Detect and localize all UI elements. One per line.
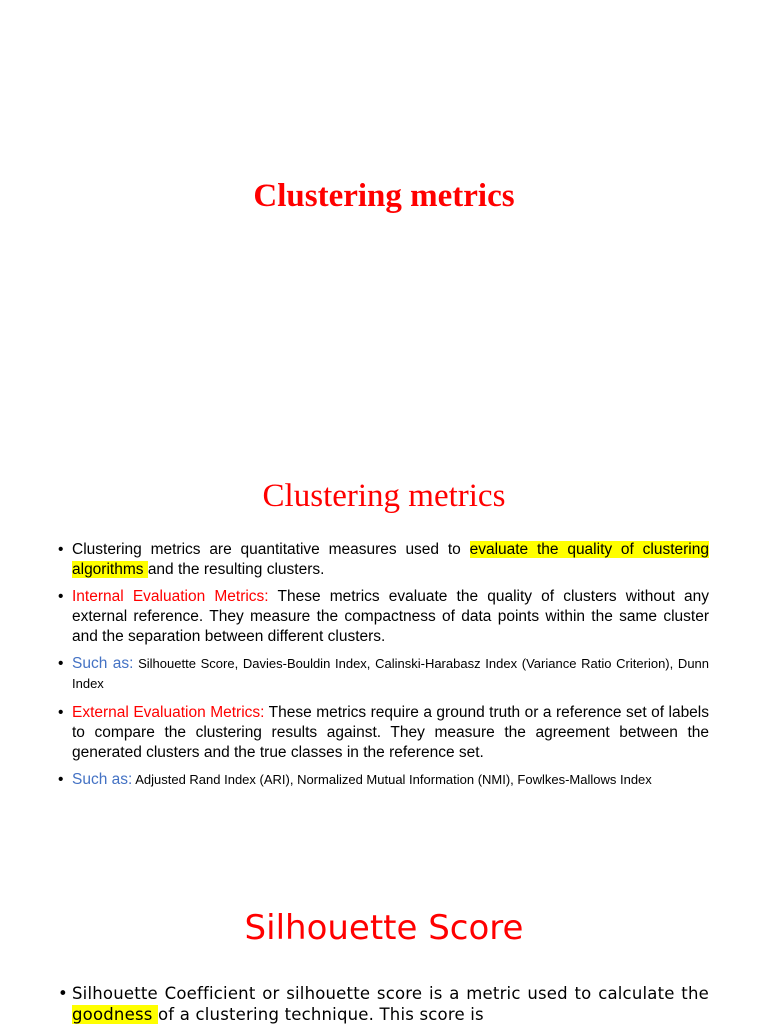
slide-3-title: Silhouette Score bbox=[244, 908, 524, 948]
slide-clustering-metrics bbox=[0, 440, 768, 840]
bullet-external-metrics bbox=[58, 703, 709, 763]
bullet-list bbox=[58, 540, 709, 797]
highlighted-text: goodness bbox=[72, 1005, 158, 1024]
bullet-internal-metrics bbox=[58, 587, 709, 647]
bullet-text: Silhouette Coefficient or silhouette score is a metric used to calculate the bbox=[72, 984, 709, 1003]
bullet-internal-examples bbox=[58, 654, 709, 694]
bullet-external-examples bbox=[58, 770, 709, 790]
bullet-text: These metrics evaluate the quality of clusters without any external reference. They measure the compactness of data points within the same cluster and the separation between different clusters. bbox=[72, 588, 710, 645]
bullet-label: Such as: bbox=[72, 655, 134, 672]
bullet-silhouette-definition bbox=[58, 983, 709, 1024]
bullet-text: Clustering metrics are quantitative measures used to bbox=[72, 541, 470, 558]
bullet-text: of a clustering technique. This score is bbox=[157, 1005, 484, 1024]
bullet-definition bbox=[58, 540, 709, 580]
slide-title bbox=[0, 0, 768, 440]
bullet-text: and the resulting clusters. bbox=[147, 561, 325, 578]
bullet-label: Internal Evaluation Metrics: bbox=[72, 588, 269, 605]
bullet-label: External Evaluation Metrics: bbox=[72, 704, 265, 721]
slide-silhouette-score bbox=[0, 840, 768, 1024]
slide-1-title: Clustering metrics bbox=[253, 178, 515, 214]
bullet-label: Such as: bbox=[72, 771, 133, 788]
bullet-text: Adjusted Rand Index (ARI), Normalized Mutual Information (NMI), Fowlkes-Mallows Index bbox=[132, 772, 652, 787]
slide-2-title: Clustering metrics bbox=[262, 478, 506, 514]
bullet-list bbox=[58, 983, 709, 1024]
highlighted-text: evaluate the quality of clustering algorithms bbox=[72, 541, 709, 578]
bullet-text: These metrics require a ground truth or a reference set of labels to compare the clustering results against. They measure the agreement between the generated clusters and the true classes in the reference set. bbox=[72, 704, 710, 761]
bullet-text: Silhouette Score, Davies-Bouldin Index, Calinski-Harabasz Index (Variance Ratio Criterion), Dunn Index bbox=[72, 656, 710, 691]
